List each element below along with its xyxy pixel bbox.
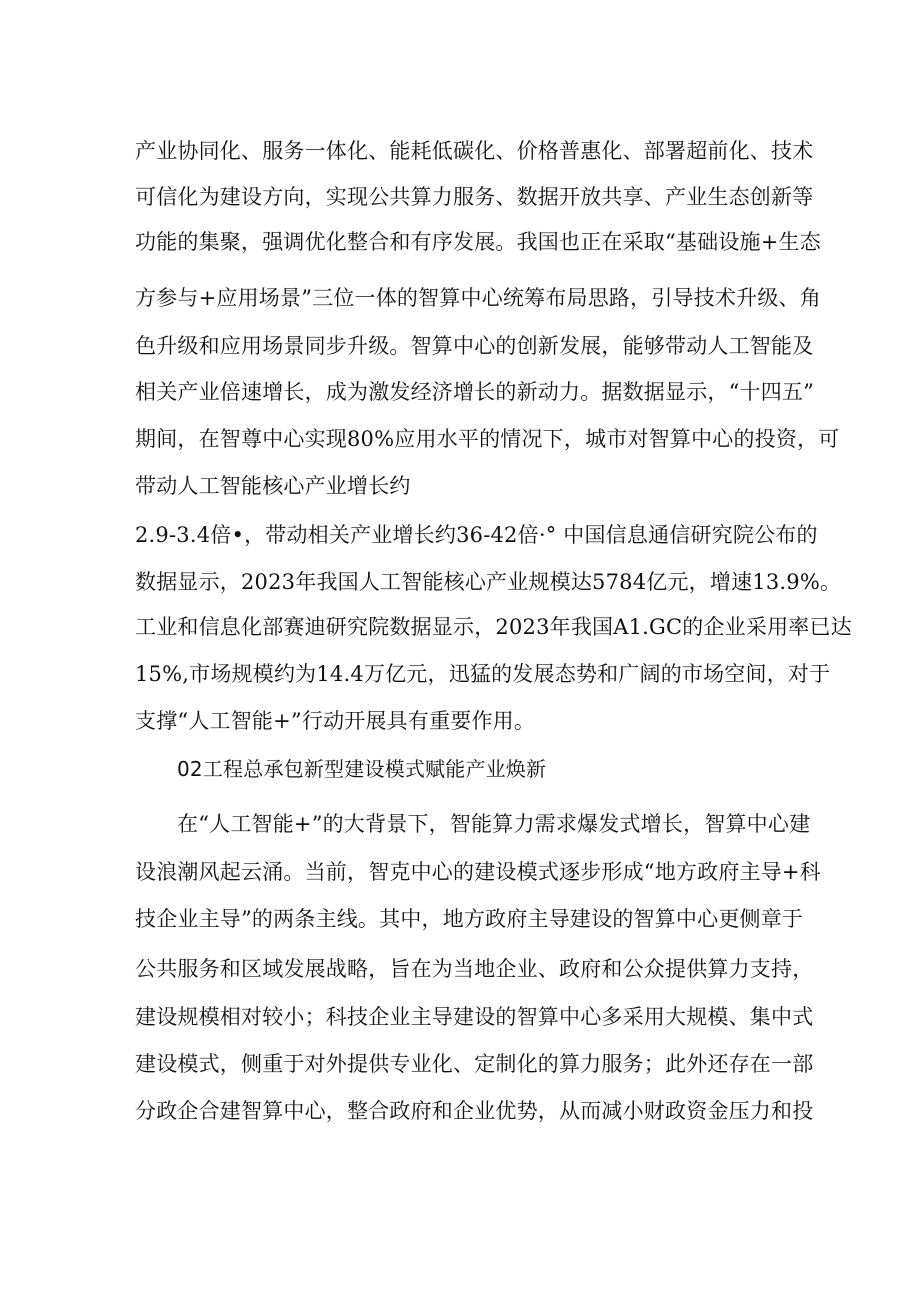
paragraph-1-line: 可信化为建设方向，实现公共算力服务、数据开放共享、产业生态创新等 xyxy=(135,185,814,209)
paragraph-1-line: 功能的集聚，强调优化整合和有序发展。我国也正在采取“基础设施+生态 xyxy=(135,230,821,254)
paragraph-1-line: 带动人工智能核心产业增长约 xyxy=(135,474,411,498)
paragraph-1-line: 产业协同化、服务一体化、能耗低碳化、价格普惠化、部署超前化、技术 xyxy=(135,139,814,163)
paragraph-1-line: 期间，在智尊中心实现80%应用水平的情况下，城市对智算中心的投资，可 xyxy=(135,427,840,451)
paragraph-2-line: 2.9-3.4倍•，带动相关产业增长约36-42倍·° 中国信息通信研究院公布的 xyxy=(135,523,818,547)
paragraph-2-line: 工业和信息化部赛迪研究院数据显示，2023年我国A1.GC的企业采用率已达 xyxy=(135,615,852,639)
paragraph-2-line: 15%,市场规模约为14.4万亿元，迅猛的发展态势和广阔的市场空间，对于 xyxy=(135,662,831,686)
paragraph-3-line: 在“人工智能+”的大背景下，智能算力需求爆发式增长，智算中心建 xyxy=(177,812,811,836)
paragraph-1-line: 色升级和应用场景同步升级。智算中心的创新发展，能够带动人工智能及 xyxy=(135,334,814,358)
section-heading: 02工程总承包新型建设模式赋能产业焕新 xyxy=(177,757,547,781)
paragraph-3-line: 分政企合建智算中心，整合政府和企业优势，从而减小财政资金压力和投 xyxy=(135,1099,814,1123)
paragraph-3-line: 建设模式，侧重于对外提供专业化、定制化的算力服务；此外还存在一部 xyxy=(135,1052,814,1076)
paragraph-1-line: 相关产业倍速增长，成为激发经济增长的新动力。据数据显示，“十四五” xyxy=(135,380,815,404)
paragraph-3-line: 技企业主导”的两条主线。其中，地方政府主导建设的智算中心更侧章于 xyxy=(135,907,804,931)
paragraph-3-line: 公共服务和区域发展战略，旨在为当地企业、政府和公众提供算力支持， xyxy=(135,957,814,981)
paragraph-3-line: 设浪潮风起云涌。当前，智克中心的建设模式逐步形成“地方政府主导+科 xyxy=(135,860,821,884)
paragraph-1-line: 方参与+应用场景”三位一体的智算中心统筹布局思路，引导技术升级、角 xyxy=(135,286,821,310)
paragraph-2-line: 数据显示，2023年我国人工智能核心产业规模达5784亿元，增速13.9%。 xyxy=(135,570,842,594)
paragraph-2-line: 支撑“人工智能+”行动开展具有重要作用。 xyxy=(135,709,536,733)
paragraph-3-line: 建设规模相对较小；科技企业主导建设的智算中心多采用大规模、集中式 xyxy=(135,1005,814,1029)
